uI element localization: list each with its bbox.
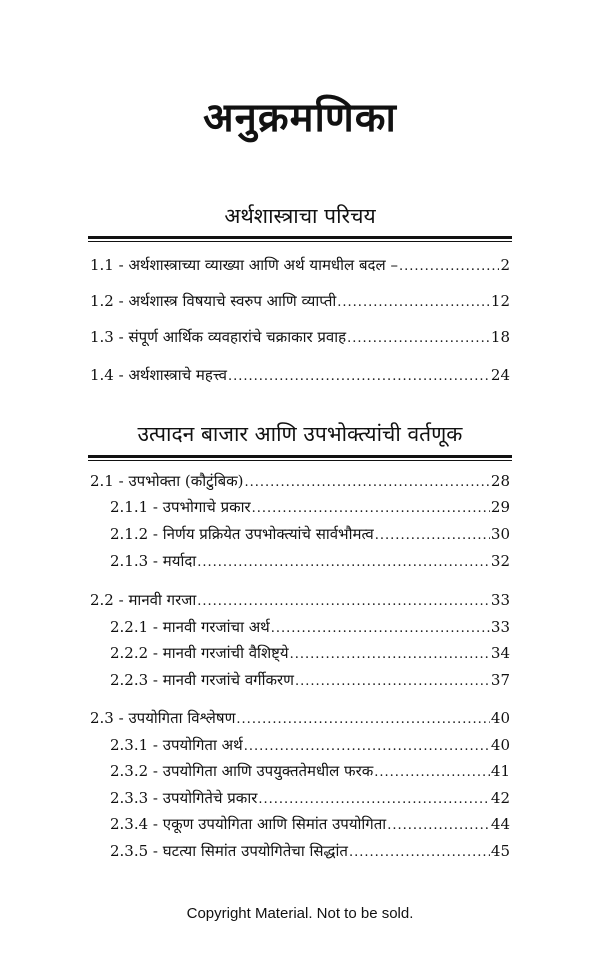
toc-entry[interactable]: 2.3.4 - एकूण उपयोगिता आणि सिमांत उपयोगिता ..... 44 bbox=[110, 813, 510, 835]
toc-entry[interactable]: 1.4 - अर्थशास्त्राचे महत्त्व ..... 24 bbox=[90, 364, 510, 386]
section-heading-1: अर्थशास्त्राचा परिचय bbox=[224, 204, 376, 228]
toc-entry[interactable]: 2.1.1 - उपभोगाचे प्रकार ..... 29 bbox=[110, 496, 510, 518]
page-title: अनुक्रमणिका bbox=[203, 95, 397, 141]
section-divider-1 bbox=[88, 236, 512, 242]
toc-entry[interactable]: 2.1 - उपभोक्ता (कौटुंबिक) ..... 28 bbox=[90, 470, 510, 492]
copyright-notice: Copyright Material. Not to be sold. bbox=[186, 905, 414, 922]
toc-entry[interactable]: 2.1.3 - मर्यादा ..... 32 bbox=[110, 550, 510, 572]
toc-entry[interactable]: 2.2 - मानवी गरजा ..... 33 bbox=[90, 589, 510, 611]
toc-entry[interactable]: 2.2.3 - मानवी गरजांचे वर्गीकरण ..... 37 bbox=[110, 669, 510, 691]
toc-entry[interactable]: 2.2.1 - मानवी गरजांचा अर्थ ..... 33 bbox=[110, 616, 510, 638]
toc-entry[interactable]: 2.3.5 - घटत्या सिमांत उपयोगितेचा सिद्धांत ..... 45 bbox=[110, 840, 510, 862]
toc-entry[interactable]: 1.3 - संपूर्ण आर्थिक व्यवहारांचे चक्राकार प्रवाह ..... 18 bbox=[90, 326, 510, 348]
toc-entry[interactable]: 2.3.3 - उपयोगितेचे प्रकार ..... 42 bbox=[110, 787, 510, 809]
toc-entry[interactable]: 1.2 - अर्थशास्त्र विषयाचे स्वरुप आणि व्याप्ती ..... 12 bbox=[90, 290, 510, 312]
toc-entry[interactable]: 2.3 - उपयोगिता विश्लेषण ..... 40 bbox=[90, 707, 510, 729]
toc-entry[interactable]: 1.1 - अर्थशास्त्राच्या व्याख्या आणि अर्थ यामधील बदल – ..... 2 bbox=[90, 254, 510, 276]
toc-entry[interactable]: 2.2.2 - मानवी गरजांची वैशिष्ट्ये ..... 34 bbox=[110, 642, 510, 664]
toc-entry[interactable]: 2.3.1 - उपयोगिता अर्थ ..... 40 bbox=[110, 734, 510, 756]
toc-entry[interactable]: 2.1.2 - निर्णय प्रक्रियेत उपभोक्त्यांचे सार्वभौमत्व ..... 30 bbox=[110, 523, 510, 545]
section-divider-2 bbox=[88, 455, 512, 461]
toc-entry[interactable]: 2.3.2 - उपयोगिता आणि उपयुक्ततेमधील फरक ..... 41 bbox=[110, 760, 510, 782]
section-heading-2: उत्पादन बाजार आणि उपभोक्त्यांची वर्तणूक bbox=[137, 422, 463, 446]
